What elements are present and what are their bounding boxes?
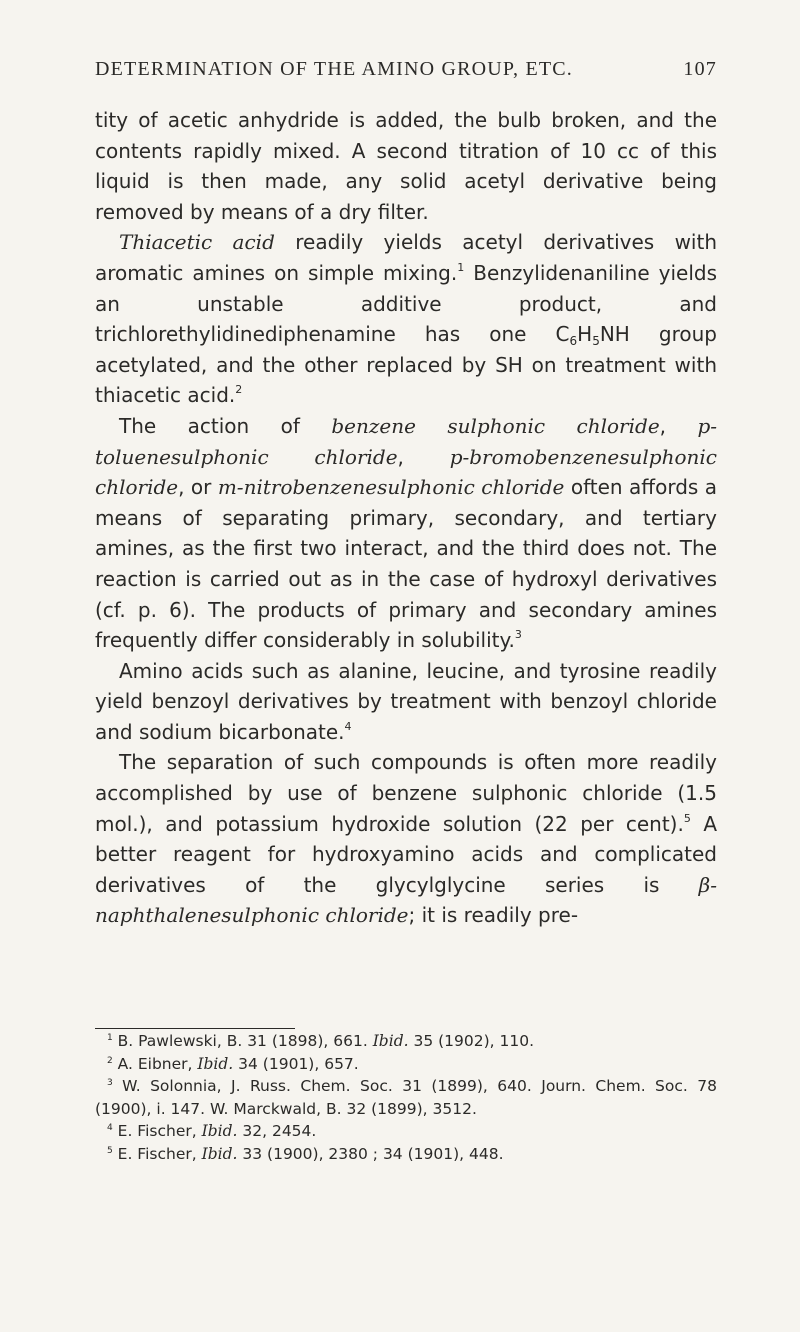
term: benzene sulphonic chloride — [331, 413, 660, 438]
footnote-2 — [95, 1053, 717, 1076]
footnote-ref-2: 2 — [235, 383, 243, 397]
ibid: Ibid. — [201, 1144, 238, 1163]
body-text — [95, 105, 717, 931]
footnote-ref-3: 3 — [514, 628, 522, 642]
term: p-bromobenzenesulphonic chloride — [95, 444, 718, 500]
paragraph-2 — [95, 227, 717, 411]
paragraph-4 — [95, 656, 717, 748]
running-title: DETERMINATION OF THE AMINO GROUP, ETC. — [95, 58, 574, 80]
text: ; it is readily pre- — [408, 903, 579, 928]
paragraph-1 — [95, 105, 717, 227]
footnote-ref-5: 5 — [683, 811, 691, 825]
text: 35 (1902), 110. — [408, 1032, 535, 1050]
footnote-mark: 2 — [107, 1055, 113, 1066]
text: often affords a means of separating primary, secondary, and tertiary amines, as the first two interact, and the third does not. The reaction is carried out as in the case of hydroxyl derivatives (cf. p. 6). The products of primary and secondary amines frequently differ considerably in solubility. — [95, 475, 718, 653]
footnote-3 — [95, 1075, 717, 1120]
footnote-mark: 3 — [107, 1078, 113, 1088]
text: 33 (1900), 2380 ; 34 (1901), 448. — [237, 1144, 504, 1163]
text: , or — [178, 475, 218, 500]
text: H — [577, 322, 593, 347]
paragraph-3 — [95, 411, 717, 656]
text: , — [397, 444, 450, 469]
ibid: Ibid. — [372, 1032, 409, 1050]
text: , — [659, 413, 698, 438]
footnote-5 — [95, 1143, 717, 1166]
text: The action of — [119, 413, 332, 438]
footnote-mark: 4 — [107, 1123, 113, 1133]
text: The separation of such compounds is often more readily accomplished by use of benzene sulphonic chloride (1.5 mol.), and potassium hydroxide solution (22 per cent). — [95, 750, 717, 836]
page — [95, 58, 717, 931]
term-thiacetic-acid: Thiacetic acid — [119, 230, 275, 255]
text: 32, 2454. — [237, 1122, 317, 1140]
paragraph-5 — [95, 747, 717, 931]
footnote-divider — [95, 1028, 295, 1029]
text: E. Fischer, — [112, 1144, 202, 1163]
footnote-1 — [95, 1030, 717, 1053]
text: readily yields acetyl derivatives with aromatic amines on simple mixing. — [95, 230, 717, 285]
subscript: 5 — [592, 334, 600, 349]
footnote-mark: 5 — [107, 1145, 113, 1156]
text: Amino acids such as alanine, leucine, and tyrosine readily yield benzoyl derivatives by treatment with benzoyl chloride and sodium bicarbonate. — [95, 658, 717, 744]
text: B. Pawlewski, B. 31 (1898), 661. — [112, 1032, 373, 1050]
footnotes — [95, 1030, 717, 1165]
subscript: 6 — [569, 334, 578, 349]
ibid: Ibid. — [197, 1054, 234, 1073]
page-number: 107 — [683, 58, 717, 80]
text: W. Solonnia, J. Russ. Chem. Soc. 31 (1899), 640. Journ. Chem. Soc. 78 (1900), i. 147. W. Marckwald, B. 32 (1899), 3512. — [95, 1077, 717, 1118]
running-head — [95, 58, 717, 94]
text: NH group acetylated, and the other replaced by SH on treatment with thiacetic acid. — [95, 322, 718, 408]
ibid: Ibid. — [201, 1122, 238, 1140]
term: p-toluenesulphonic chloride — [95, 413, 718, 469]
term: β-naphthalenesulphonic chloride — [95, 872, 717, 928]
text: tity of acetic anhydride is added, the bulb broken, and the contents rapidly mixed. A second titration of 10 cc of this liquid is then made, any solid acetyl derivative being removed by means of a dry filter. — [95, 108, 717, 224]
term: m-nitrobenzenesulphonic chloride — [217, 475, 565, 500]
text: Benzylidenaniline yields an unstable additive product, and trichlorethylidinediphenamine has one C — [95, 260, 718, 347]
text: A. Eibner, — [112, 1054, 198, 1073]
footnote-mark: 1 — [107, 1033, 113, 1043]
footnote-4 — [95, 1120, 717, 1143]
text: A better reagent for hydroxyamino acids and complicated derivatives of the glycylglycine series is — [95, 811, 717, 897]
footnote-ref-4: 4 — [344, 719, 352, 733]
text: E. Fischer, — [112, 1122, 202, 1140]
text: 34 (1901), 657. — [233, 1054, 359, 1073]
footnote-ref-1: 1 — [457, 260, 465, 274]
